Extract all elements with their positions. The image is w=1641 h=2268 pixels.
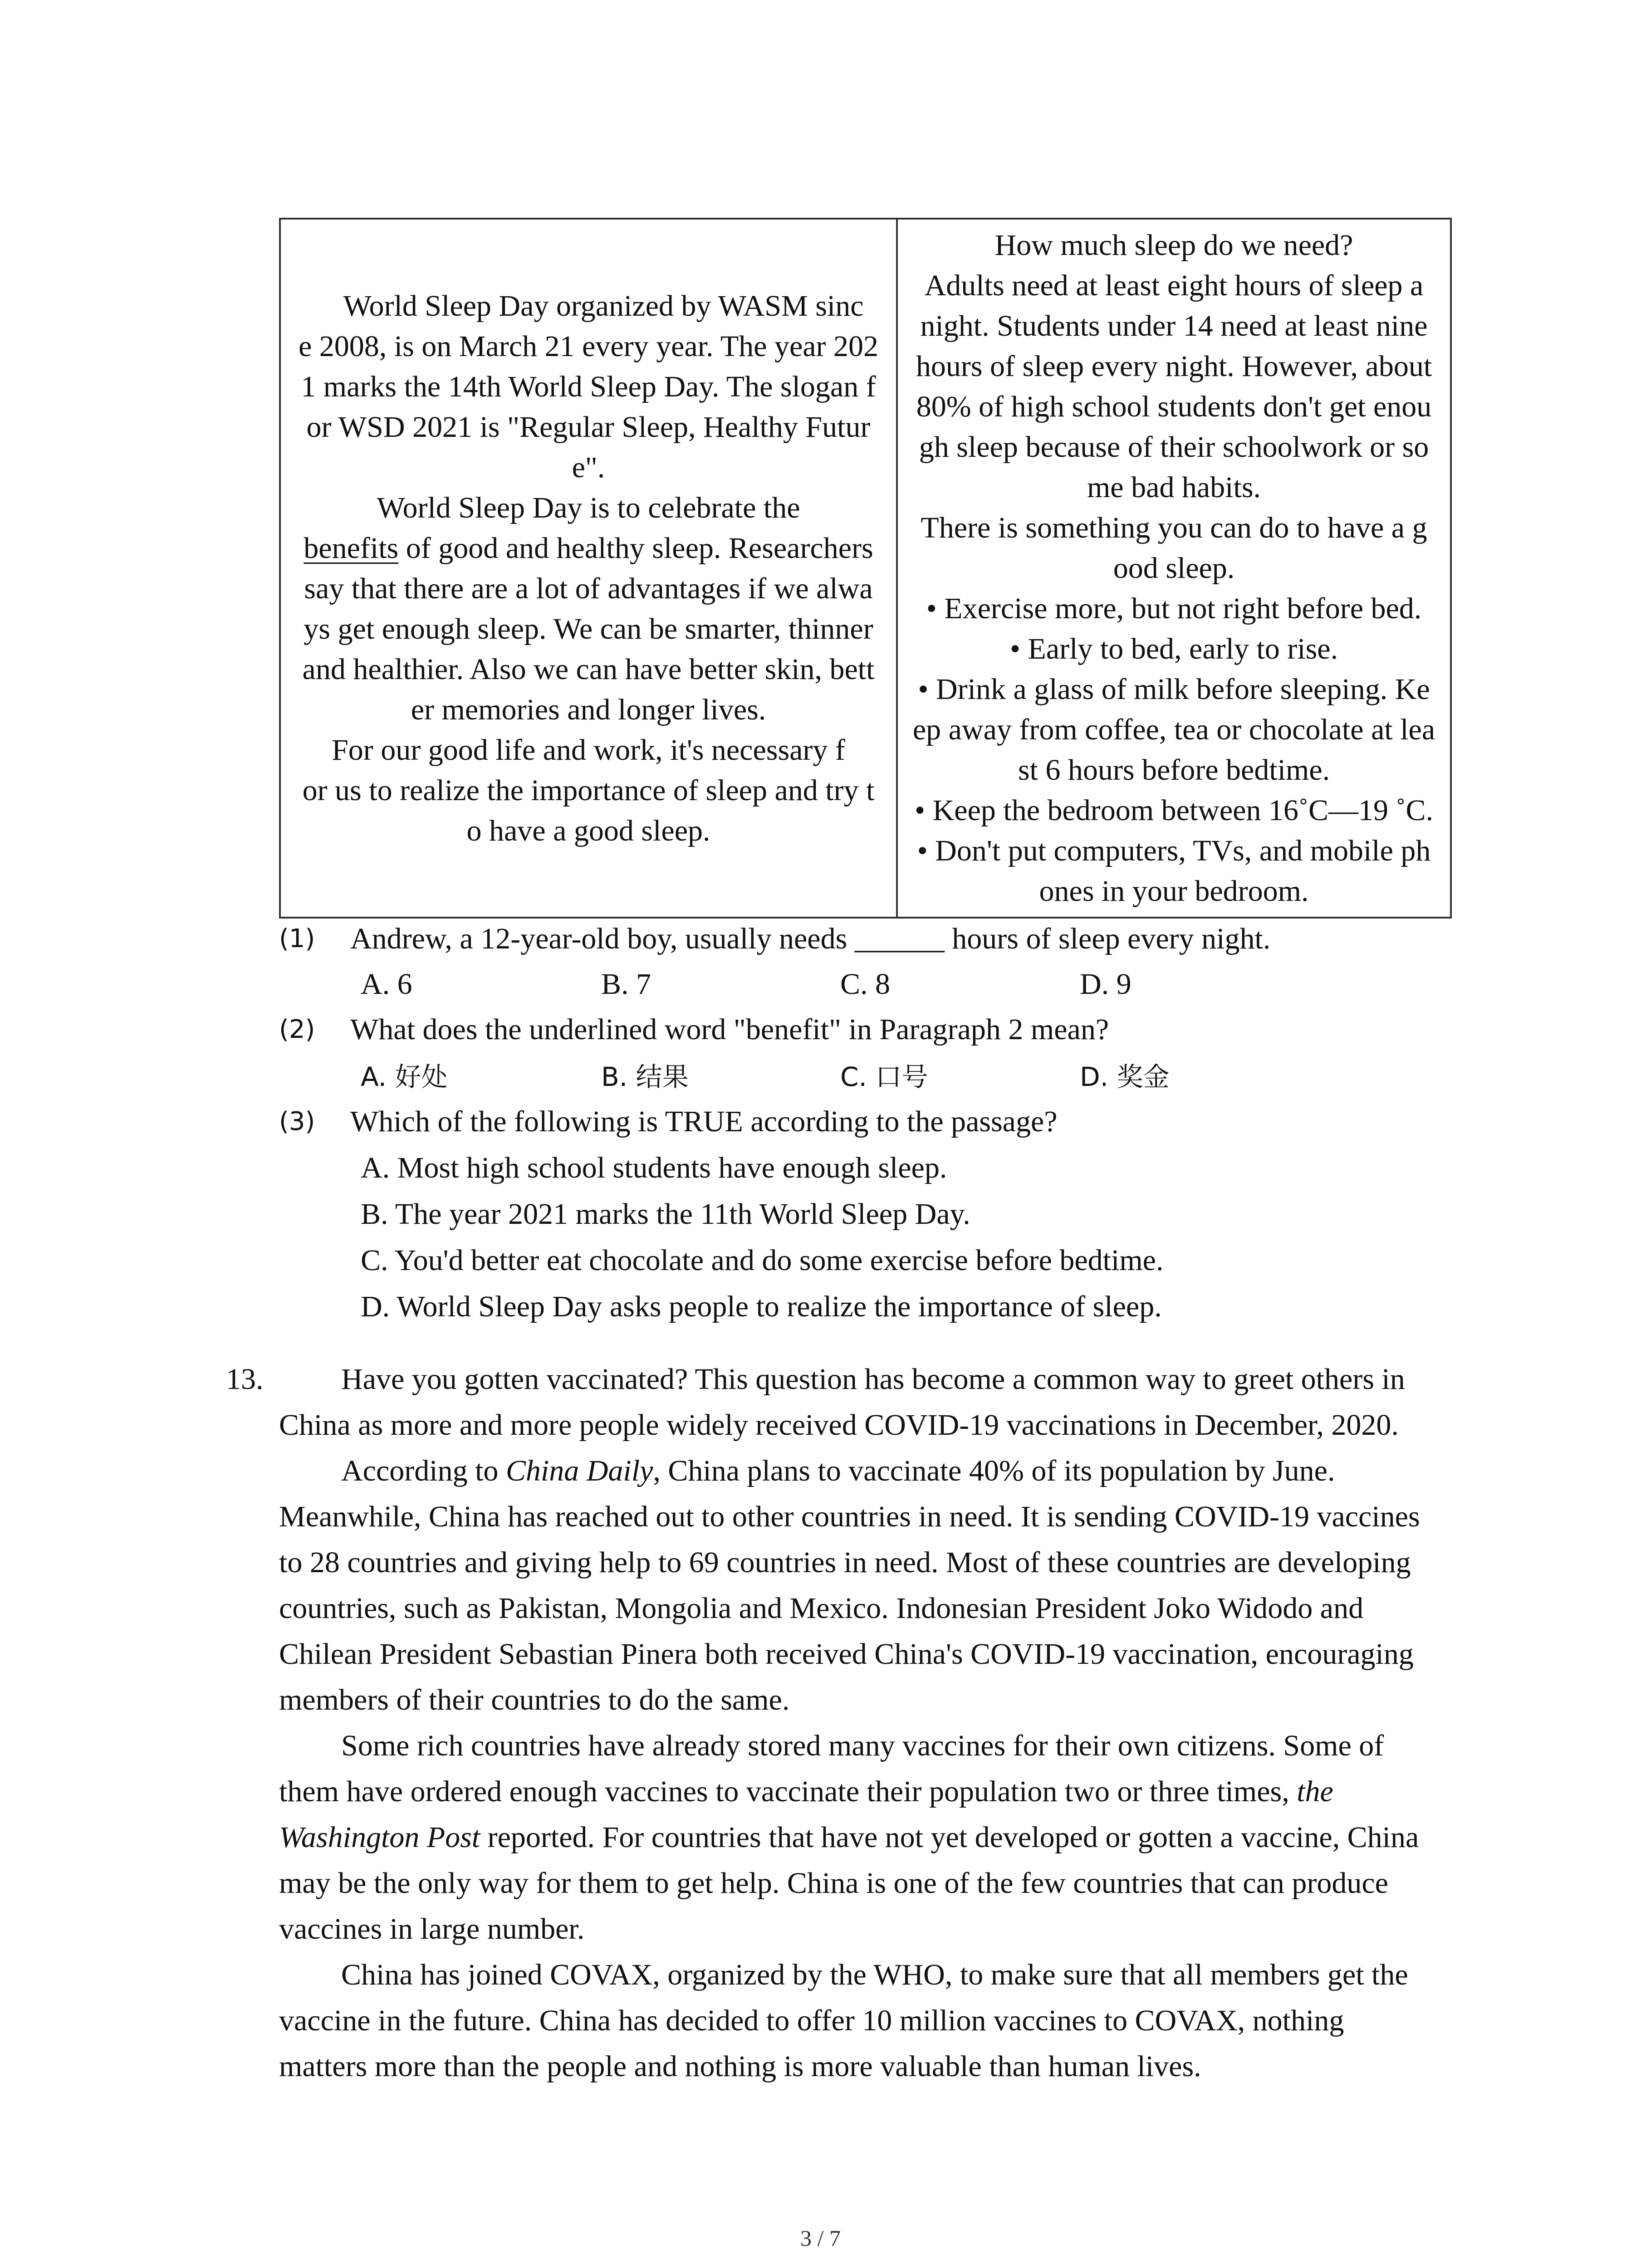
text-line: For our good life and work, it's necessary f <box>332 733 845 767</box>
text-line: There is something you can do to have a g <box>921 511 1427 544</box>
text-line: night. Students under 14 need at least nine <box>920 309 1428 342</box>
option-c: C. 口号 <box>840 1061 928 1092</box>
text-line: • Early to bed, early to rise. <box>1009 632 1338 665</box>
text-line: According to China Daily, China plans to vaccinate 40% of its population by June. <box>341 1454 1335 1487</box>
option-d: D. World Sleep Day asks people to realize the importance of sleep. <box>361 1290 1162 1323</box>
publication-name: the <box>1297 1775 1333 1808</box>
text-line: China as more and more people widely received COVID-19 vaccinations in December, 2020. <box>279 1408 1399 1442</box>
text-line: countries, such as Pakistan, Mongolia and Mexico. Indonesian President Joko Widodo and <box>279 1592 1364 1625</box>
text-line: • Keep the bedroom between 16˚C—19 ˚C. <box>915 794 1433 827</box>
text-line: Have you gotten vaccinated? This question has become a common way to greet others in <box>341 1363 1405 1396</box>
text-line: e". <box>572 450 605 484</box>
text-line: Washington Post reported. For countries that have not yet developed or gotten a vaccine, China <box>279 1821 1419 1854</box>
text-line: hours of sleep every night. However, about <box>916 350 1432 383</box>
table-cell-sleep-tips <box>898 220 1450 917</box>
text-line: How much sleep do we need? <box>994 229 1353 262</box>
question-number: (1) <box>279 924 315 953</box>
text-line: Adults need at least eight hours of sleep a <box>924 269 1424 302</box>
page-number: 3 / 7 <box>800 2225 841 2251</box>
option-a: A. 好处 <box>361 1061 448 1092</box>
passage-table <box>279 218 1452 919</box>
text-line: • Drink a glass of milk before sleeping. Ke <box>918 673 1430 706</box>
text-line: ones in your bedroom. <box>1039 875 1309 908</box>
option-a: A. 6 <box>361 968 412 1001</box>
underlined-word: benefits <box>304 531 399 565</box>
text-line: or WSD 2021 is "Regular Sleep, Healthy Futur <box>306 410 871 444</box>
text-line: or us to realize the importance of sleep and try t <box>302 773 875 807</box>
question-number: (3) <box>279 1107 315 1136</box>
text-line: • Exercise more, but not right before bed. <box>926 592 1422 625</box>
option-d: D. 奖金 <box>1080 1061 1170 1092</box>
text-line: ys get enough sleep. We can be smarter, thinner <box>304 612 873 645</box>
question-text: What does the underlined word "benefit" in Paragraph 2 mean? <box>350 1013 1109 1046</box>
text-line: Chilean President Sebastian Pinera both received China's COVID-19 vaccination, encouraging <box>279 1637 1414 1671</box>
question-text: Which of the following is TRUE according to the passage? <box>350 1105 1058 1138</box>
publication-name: Washington Post <box>279 1821 480 1854</box>
text-line: say that there are a lot of advantages if we alwa <box>304 572 873 605</box>
text-line: and healthier. Also we can have better skin, bett <box>302 652 875 686</box>
text-line: members of their countries to do the same. <box>279 1683 790 1716</box>
text-line: st 6 hours before bedtime. <box>1018 753 1330 787</box>
text-line: to 28 countries and giving help to 69 countries in need. Most of these countries are developing <box>279 1546 1411 1579</box>
text-line: gh sleep because of their schoolwork or so <box>919 430 1429 464</box>
option-b: B. 7 <box>601 968 652 1001</box>
option-d: D. 9 <box>1080 968 1132 1001</box>
text-line: ep away from coffee, tea or chocolate at lea <box>912 713 1435 746</box>
text-line: 80% of high school students don't get enou <box>916 390 1432 423</box>
text-line: er memories and longer lives. <box>411 693 766 726</box>
question-text: Andrew, a 12-year-old boy, usually needs ______ hours of sleep every night. <box>350 922 1271 955</box>
text-line: matters more than the people and nothing is more valuable than human lives. <box>279 2050 1201 2083</box>
text-line: 1 marks the 14th World Sleep Day. The slogan f <box>301 370 876 403</box>
text-line: Meanwhile, China has reached out to other countries in need. It is sending COVID-19 vaccines <box>279 1500 1420 1533</box>
text-line: ood sleep. <box>1113 552 1235 585</box>
text-line: me bad habits. <box>1087 471 1261 504</box>
option-c: C. You'd better eat chocolate and do some exercise before bedtime. <box>361 1244 1164 1277</box>
text-line: them have ordered enough vaccines to vaccinate their population two or three times, the <box>279 1775 1333 1808</box>
text-line: World Sleep Day organized by WASM sinc <box>343 289 864 323</box>
text-line: Some rich countries have already stored many vaccines for their own citizens. Some of <box>341 1729 1384 1762</box>
text-line: benefits of good and healthy sleep. Researchers <box>304 531 873 565</box>
publication-name: China Daily <box>505 1454 653 1487</box>
text-line: vaccine in the future. China has decided to offer 10 million vaccines to COVAX, nothing <box>279 2004 1344 2037</box>
text-line: may be the only way for them to get help. China is one of the few countries that can produce <box>279 1867 1388 1900</box>
question-number: (2) <box>279 1015 315 1044</box>
text-line: China has joined COVAX, organized by the WHO, to make sure that all members get the <box>341 1958 1408 1991</box>
option-c: C. 8 <box>840 968 891 1001</box>
text-line: e 2008, is on March 21 every year. The year 202 <box>298 329 879 363</box>
option-a: A. Most high school students have enough sleep. <box>361 1151 947 1184</box>
option-b: B. The year 2021 marks the 11th World Sleep Day. <box>361 1198 970 1231</box>
text-line: vaccines in large number. <box>279 1912 585 1945</box>
table-cell-world-sleep-day <box>281 220 898 917</box>
question-number-13: 13. <box>226 1363 264 1396</box>
text-line: World Sleep Day is to celebrate the <box>377 491 800 524</box>
text-line: • Don't put computers, TVs, and mobile ph <box>917 834 1431 867</box>
option-b: B. 结果 <box>601 1061 689 1092</box>
text-line: o have a good sleep. <box>466 814 710 847</box>
